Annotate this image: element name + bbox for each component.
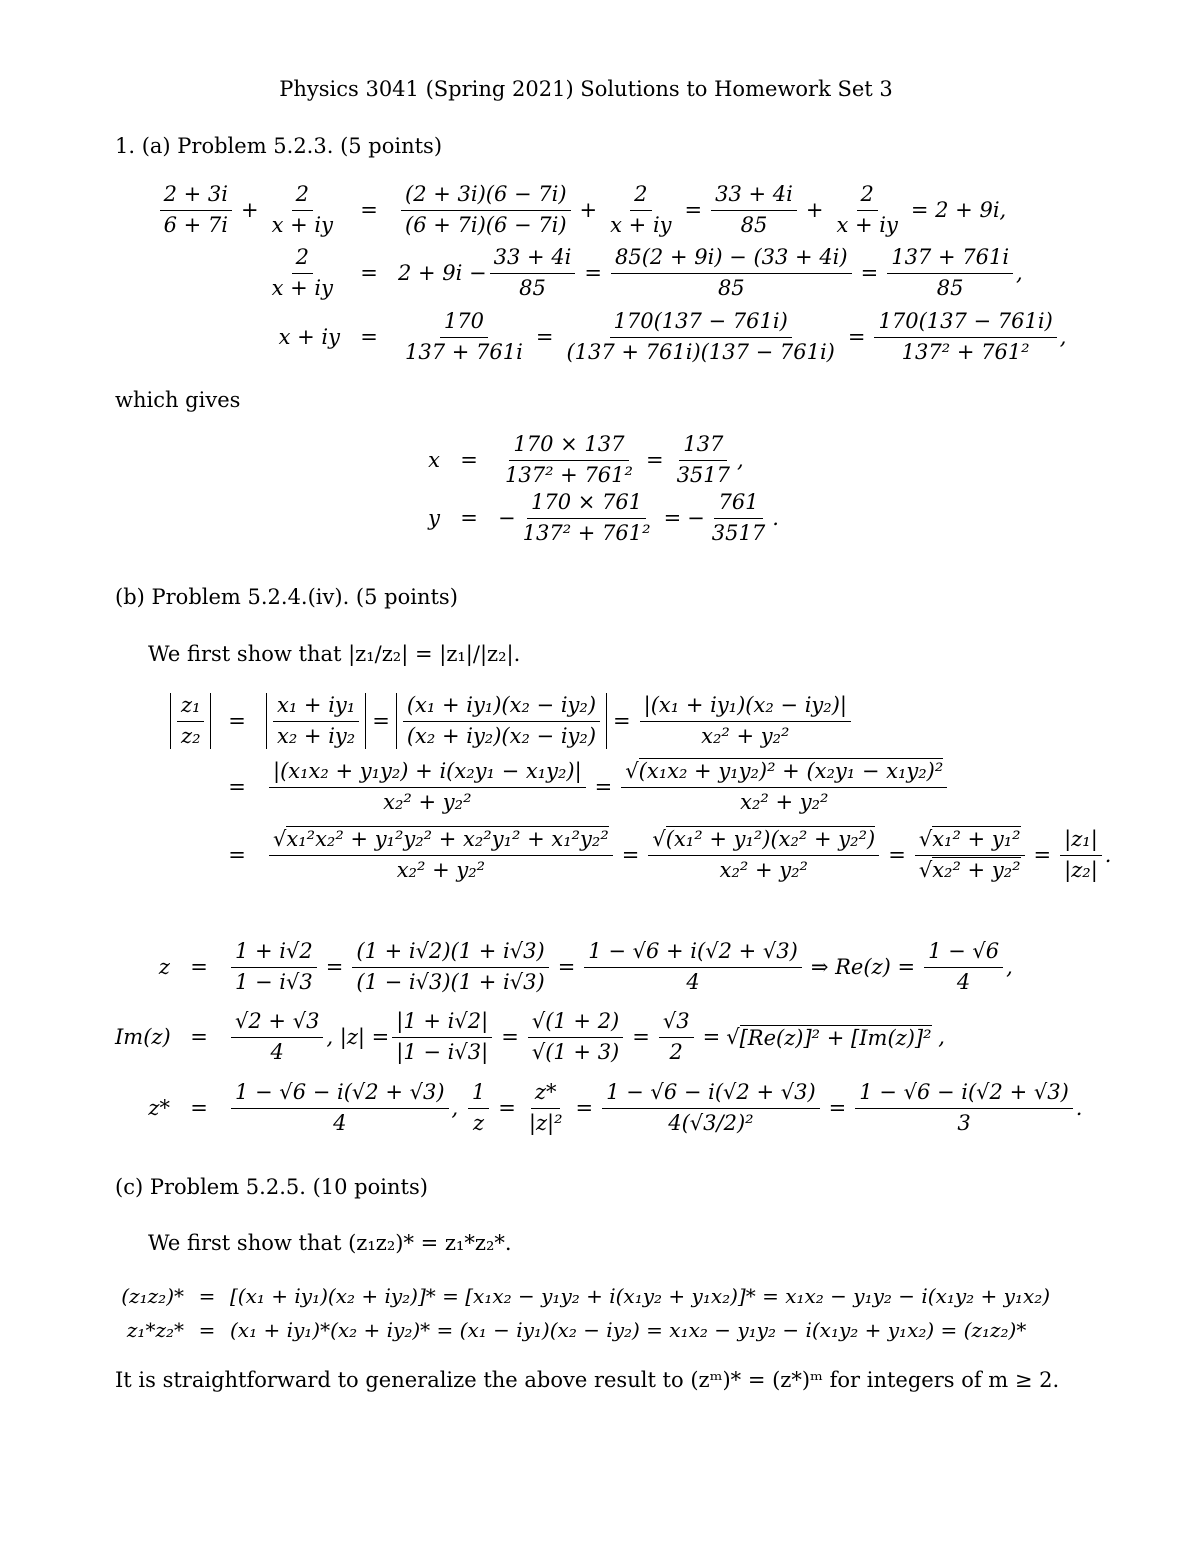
frac: $\frac{2 + 3i}{6 + 7i}$: [160, 182, 232, 237]
eq-z-line: z = $\frac{1 + i√2}{1 - i√3}$ = $\frac{(1 + i√2)(1 + i√3)}{(1 - i√3)(1 + i√3)}$ = $\frac{1 - √6 + i(√2 + √3)}{4}$ ⇒ Re(z) = $\frac{1 - √6}{4}$ ,: [158, 939, 1013, 994]
eq-a-line1: $\frac{2 + 3i}{6 + 7i}$ + $\frac{2}{x + iy}$ = $\frac{(2 + 3i)(6 - 7i)}{(6 + 7i)(6 - 7i)}$ + $\frac{2}{x + iy}$ = $\frac{33 + 4i}{85}$ + $\frac{2}{x + iy}$ = 2 + 9i,: [180, 180, 1012, 240]
eq-im-line: Im(z) = $\frac{√2 + √3}{4}$ , |z| = $\frac{|1 + i√2|}{|1 - i√3|}$ = $\frac{√(1 + 2)}{√(1 + 3)}$ = $\frac{√3}{2}$ = √ [Re(z)]² + [Im(z)]² ,: [115, 1005, 945, 1069]
part-b-intro: We first show that |z₁/z₂| = |z₁|/|z₂|.: [148, 642, 521, 666]
eq-b-line2: = $\frac{\text{|(x₁x₂ + y₁y₂) + i(x₂y₁ − x₁y₂)|}}{\text{x₂² + y₂²}}$ = √ $\frac{\text{(x₁x₂ + y₁y₂)² + (x₂y₁ − x₁y₂)²}}{\text{x₂² + y₂²}}$: [170, 756, 950, 818]
eq-c-line1: (z₁z₂)* = [(x₁ + iy₁)(x₂ + iy₂)]* = [x₁x₂ − y₁y₂ + i(x₁y₂ + y₁x₂)]* = x₁x₂ − y₁y₂ − i(x₁y₂ + y₁x₂): [121, 1284, 1051, 1308]
eq-conjugate-line: z* = $\frac{1 - √6 - i(√2 + √3)}{4}$ , $\frac{1}{z}$ = $\frac{z*}{\text{|z|²}}$ = $\frac{1 - √6 - i(√2 + √3)}{\text{4(√3/2)²}}$ = $\frac{1 - √6 - i(√2 + √3)}{3}$ .: [148, 1080, 1083, 1135]
part-c-conclusion: It is straightforward to generalize the above result to (zᵐ)* = (z*)ᵐ for integers of m ≥ 2.: [115, 1368, 1060, 1392]
eq-a-line3: x + iy = $\frac{170}{137 + 761i}$ = $\frac{170(137 - 761i)}{(137 + 761i)(137 - 761i)}$ = $\frac{170(137 - 761i)}{\text{137² + 761²}}$ ,: [278, 309, 1067, 364]
eq-c-line2: z₁*z₂* = (x₁ + iy₁)*(x₂ + iy₂)* = (x₁ − iy₁)(x₂ − iy₂) = x₁x₂ − y₁y₂ − i(x₁y₂ + y₁x₂) = (z₁z₂)*: [126, 1318, 1027, 1342]
eq-b-line3: = √ $\frac{\text{x₁²x₂² + y₁²y₂² + x₂²y₁² + x₁²y₂²}}{\text{x₂² + y₂²}}$ = √ $\frac{\text{(x₁² + y₁²)(x₂² + y₂²)}}{\text{x₂² + y₂²}}$ = √ x₁² + y₁² √ x₂² + y₂² = $\frac{\text{|z₁|}}{\text{|z₂|}}$ .: [170, 822, 1111, 888]
eq-b-line1: $\frac{\text{z₁}}{\text{z₂}}$ = $\frac{\text{x₁ + iy₁}}{\text{x₂ + iy₂}}$ = $\frac{\text{(x₁ + iy₁)(x₂ − iy₂)}}{\text{(x₂ + iy₂)(x₂ − iy₂)}}$ = $\frac{\text{|(x₁ + iy₁)(x₂ − iy₂)|}}{\text{x₂² + y₂²}}$: [170, 690, 854, 752]
page-title: Physics 3041 (Spring 2021) Solutions to Homework Set 3: [279, 77, 893, 101]
eq-x-result: x = $\frac{170 \times 137}{\text{137² + 761²}}$ = $\frac{137}{3517}$ ,: [428, 432, 744, 487]
part-b-heading: (b) Problem 5.2.4.(iv). (5 points): [115, 585, 458, 609]
eq-a-line2: $\frac{2}{x + iy}$ = 2 + 9i − $\frac{33 + 4i}{85}$ = $\frac{85(2 + 9i) - (33 + 4i)}{85}$ = $\frac{137 + 761i}{85}$ ,: [271, 245, 1023, 300]
which-gives-text: which gives: [115, 388, 241, 412]
eq-y-result: y = − $\frac{170 \times 761}{\text{137² + 761²}}$ = − $\frac{761}{3517}$ .: [428, 490, 779, 545]
part-a-heading: 1. (a) Problem 5.2.3. (5 points): [115, 134, 443, 158]
part-c-intro: We first show that (z₁z₂)* = z₁*z₂*.: [148, 1231, 512, 1255]
part-c-heading: (c) Problem 5.2.5. (10 points): [115, 1175, 428, 1199]
